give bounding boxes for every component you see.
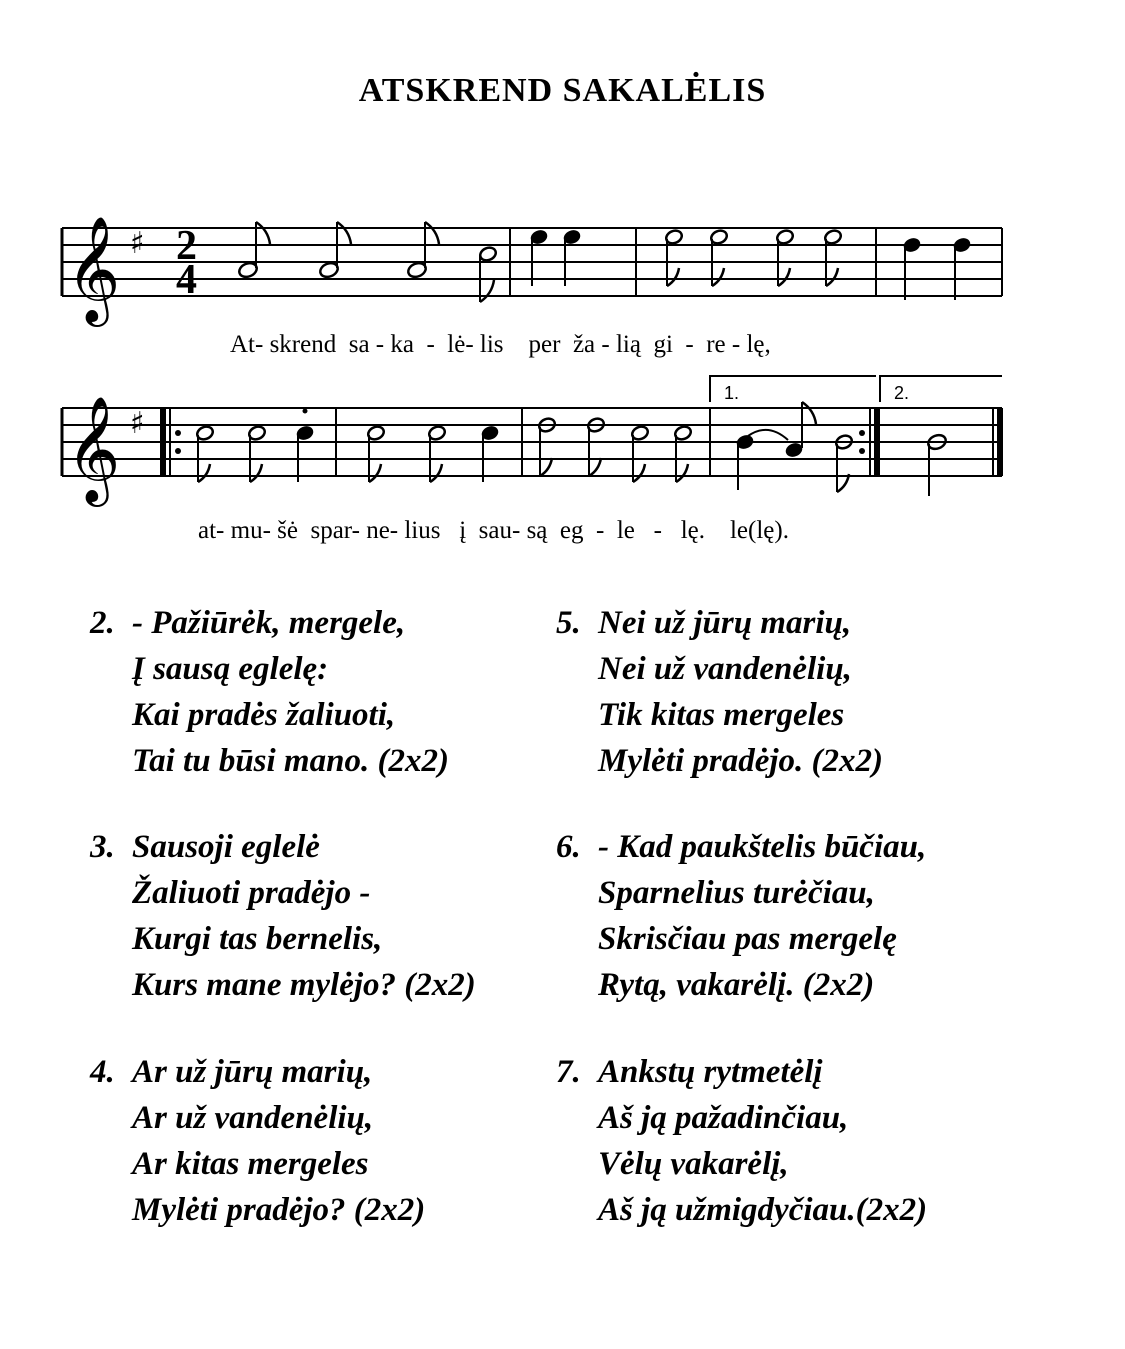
- note: [902, 236, 921, 300]
- note: [295, 409, 314, 482]
- verse-line: Nei už vandenėlių,: [598, 651, 852, 687]
- time-signature-top: 2: [176, 223, 197, 269]
- verse-line: - Kad paukštelis būčiau,: [598, 829, 927, 865]
- note: [406, 222, 439, 279]
- note: [823, 228, 842, 286]
- verse-line: Rytą, vakarėlį. (2x2): [598, 967, 875, 1003]
- verse-line: Mylėti pradėjo? (2x2): [132, 1192, 426, 1228]
- verse-line: Tik kitas mergeles: [598, 697, 845, 733]
- note: [664, 228, 683, 286]
- lyrics-line-1: At- skrend sa - ka - lė- lis per ža - lią gi - re - lę,: [230, 331, 771, 358]
- verse-number: 2.: [90, 605, 115, 641]
- staff-2: [62, 376, 1002, 476]
- verse-line: Žaliuoti pradėjo -: [132, 875, 371, 911]
- verse-line: Kai pradės žaliuoti,: [132, 697, 396, 733]
- note: [709, 228, 728, 286]
- staff-2-notes: [195, 402, 947, 496]
- note: [775, 228, 794, 286]
- tie: [748, 430, 788, 440]
- verse-line: Skrisčiau pas mergelę: [598, 921, 897, 957]
- note: [366, 424, 385, 482]
- treble-clef-icon: 𝄞: [66, 395, 121, 502]
- note: [318, 222, 351, 279]
- note: [562, 228, 581, 286]
- verse-line: Tai tu būsi mano. (2x2): [132, 743, 449, 779]
- note: [673, 424, 692, 482]
- key-signature-sharp-icon: ♯: [130, 406, 145, 441]
- note: [529, 228, 548, 286]
- note: [237, 222, 270, 279]
- note: [247, 424, 266, 482]
- verse-line: Aš ją užmigdyčiau.(2x2): [598, 1192, 928, 1228]
- music-score: [0, 0, 1125, 560]
- verse-6: [556, 824, 926, 1008]
- note: [480, 424, 499, 482]
- verse-line: Mylėti pradėjo. (2x2): [598, 743, 884, 779]
- note: [735, 433, 754, 490]
- verse-line: Kurs mane mylėjo? (2x2): [132, 967, 476, 1003]
- verse-number: 5.: [556, 605, 581, 641]
- note: [630, 424, 649, 482]
- song-title: ATSKREND SAKALĖLIS: [358, 72, 767, 109]
- note: [478, 245, 497, 302]
- time-signature-bottom: 4: [176, 257, 197, 303]
- verse-2: [90, 600, 449, 784]
- key-signature-sharp-icon: ♯: [130, 226, 145, 261]
- verse-line: Ar kitas mergeles: [132, 1146, 369, 1182]
- verse-line: Vėlų vakarėlį,: [598, 1146, 789, 1182]
- verse-line: Sparnelius turėčiau,: [598, 875, 875, 911]
- verse-line: - Pažiūrėk, mergele,: [132, 605, 406, 641]
- volta-1-label: 1.: [724, 383, 740, 403]
- verse-number: 7.: [556, 1054, 581, 1090]
- verse-line: Į sausą eglelę:: [132, 651, 329, 687]
- verse-line: Kurgi tas bernelis,: [132, 921, 383, 957]
- verse-number: 4.: [90, 1054, 115, 1090]
- verse-line: Ar už vandenėlių,: [132, 1100, 374, 1136]
- note: [784, 402, 816, 459]
- note: [952, 236, 971, 300]
- lyrics-line-2: at- mu- šė spar- ne- lius į sau- są eg - le - lę. le(lę).: [198, 517, 789, 544]
- verse-7: [556, 1049, 927, 1233]
- verse-5: [556, 600, 883, 784]
- verse-line: Nei už jūrų marių,: [598, 605, 852, 641]
- verse-4: [90, 1049, 425, 1233]
- volta-2-label: 2.: [894, 383, 910, 403]
- verse-line: Ar už jūrų marių,: [132, 1054, 373, 1090]
- note: [195, 424, 214, 482]
- verse-line: Ankstų rytmetėlį: [598, 1054, 823, 1090]
- verse-line: Aš ją pažadinčiau,: [598, 1100, 849, 1136]
- verse-number: 3.: [90, 829, 115, 865]
- verse-number: 6.: [556, 829, 581, 865]
- note: [427, 424, 446, 482]
- verse-3: [90, 824, 476, 1008]
- treble-clef-icon: 𝄞: [66, 215, 121, 322]
- verse-line: Sausoji eglelė: [132, 829, 320, 865]
